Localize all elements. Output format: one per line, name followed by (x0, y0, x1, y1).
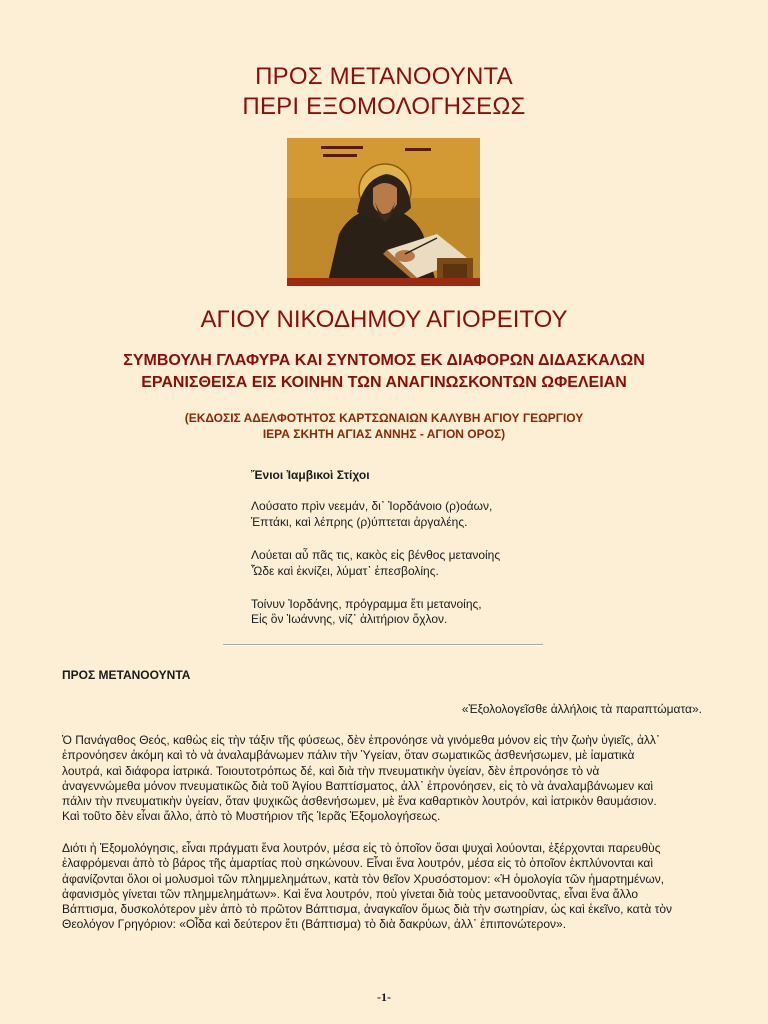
subtitle-line1: ΣΥΜΒΟΥΛΗ ΓΛΑΦΥΡΑ ΚΑΙ ΣΥΝΤΟΜΟΣ ΕΚ ΔΙΑΦΟΡΩΝ ΔΙΔΑΣΚΑΛΩΝ (123, 352, 645, 369)
section-divider (223, 644, 543, 646)
paragraph-line: ἀφανισμὸς γίνεται τῶν πλημμελημάτων». Καὶ ἕνα λουτρόν, ποὺ γίνεται διὰ τοὺς μετανοοῦντας, εἶναι ἕνα ἄλλο (62, 886, 639, 901)
paragraph-2 (62, 841, 712, 933)
paragraph-line: πάλιν τὴν πνευματικὴν ὑγείαν, ὅταν ψυχικῶς ἀσθενήσωμεν, μὲ ἕνα καθαρτικὸν λουτρόν, καὶ ἰατρικὸν θαυμάσιον. (62, 794, 657, 809)
verse-line: Ὧδε καὶ ἐκνίζει, λύματ᾽ ἐπεσβολίης. (251, 564, 439, 578)
verse-line: Τοίνυν Ἰορδάνης, πρόγραμμα ἔτι μετανοίης, (251, 597, 482, 611)
paragraph-line: ἐπρονόησεν ἀκόμη καὶ τὸ νὰ ἀναλαμβάνωμεν πάλιν τὴν Ὑγείαν, ὅταν σωματικῶς ἀσθενήσωμεν, μὲ ἰαματικὰ (62, 748, 635, 763)
paragraph-line: Καὶ τοῦτο δὲν εἶναι ἄλλο, ἀπὸ τὸ Μυστήριον τῆς Ἱερᾶς Ἐξομολογήσεως. (62, 809, 441, 824)
saint-nikodemos-icon (287, 138, 480, 286)
document-title-line1: ΠΡΟΣ ΜΕΤΑΝΟΟΥΝΤΑ (255, 63, 513, 90)
verse-line: Ἑπτάκι, καὶ λέπρης (ρ)ύπτεται ἀργαλέης. (251, 515, 468, 529)
paragraph-line: ἀναγεννώμεθα μόνον πνευματικῶς διὰ τοῦ Ἁγίου Βαπτίσματος, ἀλλ᾽ ἐπρονόησεν, εἰς τὸ νὰ ἀναλαμβάνωμεν καὶ (62, 778, 654, 793)
paragraph-line: λουτρά, καὶ διάφορα ἰατρικά. Τοιουτοτρόπως δέ, καὶ διὰ τὴν πνευματικὴν ὑγείαν, δὲν ἐπρονόησε τὸ νὰ (62, 763, 600, 778)
verses-heading: Ἔνιοι Ἰαμβικοὶ Στίχοι (251, 468, 370, 482)
edition-line2: ΙΕΡΑ ΣΚΗΤΗ ΑΓΙΑΣ ΑΝΝΗΣ - ΑΓΙΟΝ ΟΡΟΣ) (262, 427, 506, 441)
paragraph-line: Διότι ἡ Ἐξομολόγησις, εἶναι πράγματι ἕνα λουτρόν, μέσα εἰς τὸ ὁποῖον ὅσαι ψυχαὶ λούονται, ἐξέρχονται παρευθὺς (62, 841, 661, 855)
paragraph-line: ἀφανίζονται ὅλοι οἱ μολυσμοὶ τῶν πλημμελημάτων, κατὰ τὸν θεῖον Χρυσόστομον: «Ἡ ὁμολογία τῶν ἡμαρτημένων, (62, 871, 665, 886)
subtitle-line2: ΕΡΑΝΙΣΘΕΙΣΑ ΕΙΣ ΚΟΙΝΗΝ ΤΩΝ ΑΝΑΓΙΝΩΣΚΟΝΤΩΝ ΩΦΕΛΕΙΑΝ (141, 374, 627, 391)
document-title-line2: ΠΕΡΙ ΕΞΟΜΟΛΟΓΗΣΕΩΣ (242, 93, 526, 120)
paragraph-1 (62, 733, 712, 825)
author-heading: ΑΓΙΟΥ ΝΙΚΟΔΗΜΟΥ ΑΓΙΟΡΕΙΤΟΥ (200, 306, 568, 333)
paragraph-line: ἐλαφρόμεναι ἀπὸ τὸ βάρος τῆς ἁμαρτίας ποὺ σηκώνουν. Εἶναι ἕνα λουτρόν, μέσα εἰς τὸ ὁποῖον ἐκπλύνονται καὶ (62, 856, 654, 871)
paragraph-line: Ὁ Πανάγαθος Θεός, καθὼς εἰς τὴν τάξιν τῆς φύσεως, δὲν ἐπρονόησε νὰ γινόμεθα μόνον εἰς τὴν ζωὴν ὑγιεῖς, ἀλλ᾽ (62, 733, 660, 747)
paragraph-line: Θεολόγον Γρηγόριον: «Οἶδα καὶ δεύτερον ἔτι (Βάπτισμα) τὸ διὰ δακρύων, ἀλλ᾽ ἐπιπονώτερον». (62, 917, 567, 932)
epigraph: «Ἐξολολογεῖσθε ἀλλήλοις τὰ παραπτώματα». (461, 702, 702, 716)
section-heading: ΠΡΟΣ ΜΕΤΑΝΟΟΥΝΤΑ (62, 668, 191, 682)
verse-line: Λούσατο πρὶν νεεμάν, δι᾽ Ἰορδάνοιο (ρ)οάων, (251, 499, 493, 513)
verse-line: Εἰς ὃν Ἰωάννης, νίζ᾽ ἀλιτήριον ὄχλον. (251, 612, 448, 626)
edition-line1: (ΕΚΔΟΣΙΣ ΑΔΕΛΦΟΤΗΤΟΣ ΚΑΡΤΣΩΝΑΙΩΝ ΚΑΛΥΒΗ ΑΓΙΟΥ ΓΕΩΡΓΙΟΥ (184, 411, 584, 425)
paragraph-line: Βάπτισμα, δυσκολότερον μὲν ἀπὸ τὸ πρῶτον Βάπτισμα, ἀναγκαῖον ὅμως διὰ τὴν σωτηρίαν, ὡς καὶ ἐκεῖνο, κατὰ τὸν (62, 902, 673, 917)
verse-line: Λούεται αὖ πᾶς τις, κακὸς εἰς βένθος μετανοίης (251, 548, 501, 562)
page-number: -1- (377, 990, 391, 1004)
